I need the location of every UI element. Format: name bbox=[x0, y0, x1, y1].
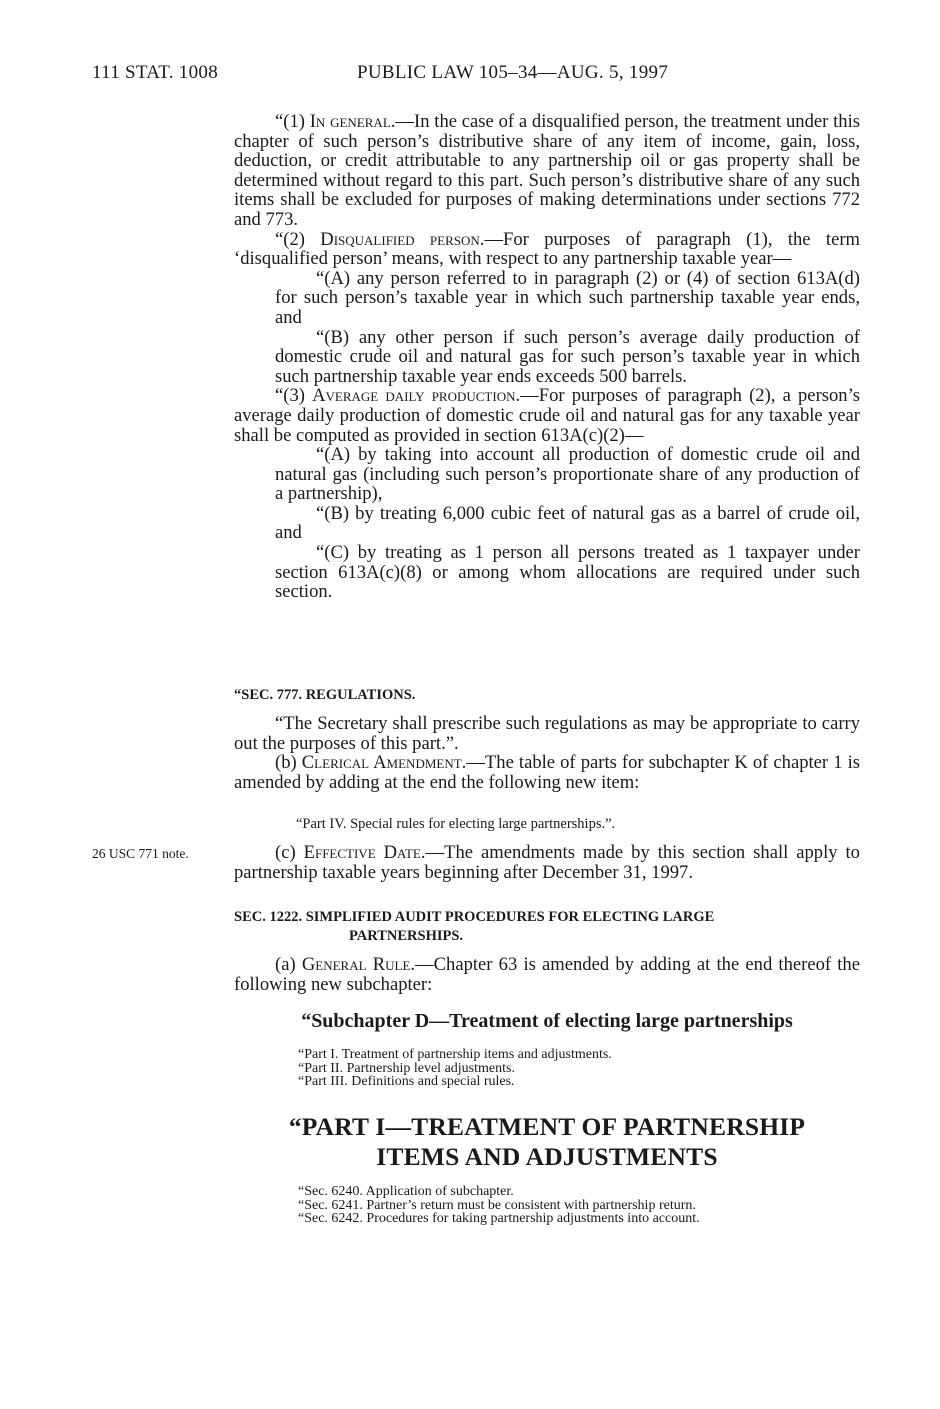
subchapter-title: “Subchapter D—Treatment of electing large partnerships bbox=[301, 1010, 793, 1032]
margin-note: 26 USC 771 note. bbox=[92, 846, 189, 861]
sec-777-heading: “SEC. 777. REGULATIONS. bbox=[234, 687, 416, 703]
sec-1222-heading: SEC. 1222. SIMPLIFIED AUDIT PROCEDURES FOR ELECTING LARGE PARTNERSHIPS. bbox=[234, 909, 715, 944]
sec-777-text: “The Secretary shall prescribe such regulations as may be appropriate to carry out the purposes of this part.”. bbox=[234, 713, 860, 754]
paragraph-1-heading: In general bbox=[309, 111, 391, 132]
paragraph-2-sub-b: “(B) any other person if such person’s average daily production of domestic crude oil and natural gas for such person’s taxable year in which such partnership taxable year ends exceeds 500 barrels. bbox=[275, 326, 860, 387]
general-rule: (a) General Rule.—Chapter 63 is amended by adding at the end thereof the following new subchapter: bbox=[234, 954, 860, 995]
part-i-sections-list bbox=[298, 1185, 700, 1226]
subchapter-parts-list bbox=[298, 1048, 612, 1089]
section-entry: “Sec. 6242. Procedures for taking partnership adjustments into account. bbox=[298, 1211, 700, 1227]
main-text-block bbox=[234, 112, 860, 602]
paragraph-3: “(3) Average daily production.—For purposes of paragraph (2), a person’s average daily production of domestic crude oil and natural gas for any taxable year shall be computed as provided in section 613A(c)(2)— bbox=[234, 385, 860, 446]
amendment-block bbox=[234, 714, 860, 792]
general-rule-heading: General Rule bbox=[301, 954, 411, 975]
part-entry: “Part II. Partnership level adjustments. bbox=[298, 1060, 515, 1076]
new-table-item: “Part IV. Special rules for electing large partnerships.”. bbox=[296, 816, 616, 832]
stat-reference: 111 STAT. 1008 bbox=[92, 62, 219, 83]
paragraph-3-heading: Average daily production bbox=[312, 385, 516, 407]
effective-date-block bbox=[234, 843, 860, 882]
effective-date: (c) Effective Date.—The amendments made by this section shall apply to partnership taxable years beginning after December 31, 1997. bbox=[234, 842, 860, 883]
part-entry: “Part III. Definitions and special rules. bbox=[298, 1074, 515, 1090]
paragraph-3-sub-c: “(C) by treating as 1 person all persons treated as 1 taxpayer under section 613A(c)(8) or among whom allocations are required under such section. bbox=[275, 542, 860, 603]
general-rule-block bbox=[234, 955, 860, 994]
effective-date-heading: Effective Date bbox=[303, 842, 421, 863]
paragraph-2-heading: Disqualified person bbox=[320, 228, 480, 250]
section-entry: “Sec. 6240. Application of subchapter. bbox=[298, 1184, 514, 1199]
clerical-amendment: (b) Clerical Amendment.—The table of parts for subchapter K of chapter 1 is amended by adding at the end the following new item: bbox=[234, 752, 860, 793]
paragraph-3-sub-a: “(A) by taking into account all production of domestic crude oil and natural gas (including such person’s proportionate share of any production of a partnership), bbox=[275, 444, 860, 505]
clerical-amendment-heading: Clerical Amendment bbox=[301, 752, 462, 774]
part-entry: “Part I. Treatment of partnership items and adjustments. bbox=[298, 1047, 612, 1062]
paragraph-3-sub-b: “(B) by treating 6,000 cubic feet of natural gas as a barrel of crude oil, and bbox=[275, 502, 860, 544]
paragraph-2: “(2) Disqualified person.—For purposes of paragraph (1), the term ‘disqualified person’ means, with respect to any partnership taxable year— bbox=[234, 228, 860, 270]
paragraph-2-sub-a: “(A) any person referred to in paragraph (2) or (4) of section 613A(d) for such person’s taxable year in which such partnership taxable year ends, and bbox=[275, 267, 860, 328]
law-reference: PUBLIC LAW 105–34—AUG. 5, 1997 bbox=[357, 62, 669, 83]
part-i-title: “PART I—TREATMENT OF PARTNERSHIP ITEMS AND ADJUSTMENTS bbox=[288, 1112, 806, 1171]
section-entry: “Sec. 6241. Partner’s return must be consistent with partnership return. bbox=[298, 1197, 696, 1213]
paragraph-1: “(1) In general.—In the case of a disqualified person, the treatment under this chapter of such person’s distributive share of any item of income, gain, loss, deduction, or credit attributable to any partnership oil or gas property shall be determined without regard to this part. Such person’s distributive share of any such items shall be excluded for purposes of making determinations under sections 772 and 773. bbox=[234, 111, 860, 230]
